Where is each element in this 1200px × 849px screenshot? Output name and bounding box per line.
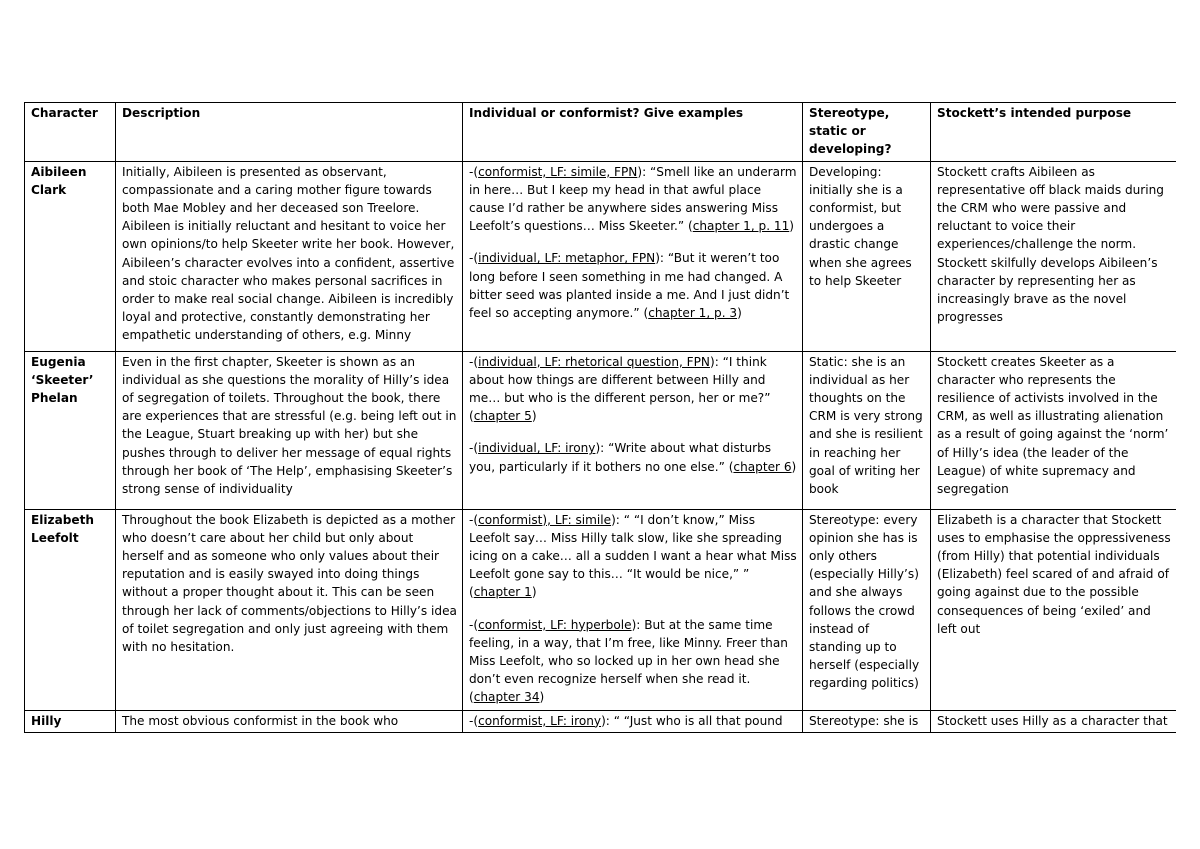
stereotype-cell: Developing: initially she is a conformist, but undergoes a drastic change when she agrees to help Skeeter [803,161,931,351]
purpose-cell: Stockett uses Hilly as a character that [931,710,1177,732]
purpose-cell: Stockett crafts Aibileen as representative off black maids during the CRM who were passive and reluctant to voice their experiences/challenge the norm. Stockett skilfully develops Aibileen’s character by representing her as increasingly brave as the novel progresses [931,161,1177,351]
example-technique: individual, LF: irony [478,441,596,456]
character-name: Elizabeth Leefolt [25,509,116,710]
character-analysis-table [24,102,1176,733]
chapter-reference: chapter 1 [473,585,532,600]
table-header-row [25,103,1177,162]
example-technique: conformist, LF: irony [478,713,602,728]
chapter-reference: chapter 34 [473,690,540,705]
stereotype-cell: Stereotype: every opinion she has is only others (especially Hilly’s) and she always follows the crowd instead of standing up to herself (especially regarding politics) [803,509,931,710]
purpose-cell: Stockett creates Skeeter as a character who represents the resilience of activists involved in the CRM, as well as illustrating alienation as a result of going against the ‘norm’ of Hilly’s idea (the leader of the League) of white supremacy and segregation [931,351,1177,509]
example-technique: conformist), LF: simile [478,512,612,527]
example-quote: -(conformist, LF: simile, FPN): “Smell like an underarm in here… But I keep my head in that awful place cause I’d rather be anywhere sides answering Miss Leefolt’s questions… Miss Skeeter.” (chapter 1, p. 11) [469,164,797,234]
examples-cell [463,509,803,710]
chapter-reference: chapter 1, p. 3 [648,306,738,321]
example-technique: individual, LF: rhetorical question, FPN [478,354,710,369]
character-description: Throughout the book Elizabeth is depicted as a mother who doesn’t care about her child but only about herself and as someone who only values about their reputation and is easily swayed into doing things without a proper thought about it. This can be seen through her lack of comments/objections to Hilly’s idea of toilet segregation and only just agreeing with them with no hesitation. [116,509,463,710]
example-quote: -(conformist, LF: irony): “ “Just who is all that pound [469,713,783,728]
table-row [25,509,1177,710]
example-quote: -(individual, LF: metaphor, FPN): “But it weren’t too long before I seen something in me had changed. A bitter seed was planted inside a me. And I just didn’t feel so accepting anymore.” (chapter 1, p. 3) [469,251,790,321]
header-stereotype: Stereotype, static or developing? [803,103,931,162]
header-description: Description [116,103,463,162]
character-description: The most obvious conformist in the book who [116,710,463,732]
header-individual-or-conformist: Individual or conformist? Give examples [463,103,803,162]
character-name: Aibileen Clark [25,161,116,351]
character-name: Eugenia ‘Skeeter’ Phelan [25,351,116,509]
header-character: Character [25,103,116,162]
character-name: Hilly [25,710,116,732]
examples-cell [463,161,803,351]
purpose-cell: Elizabeth is a character that Stockett uses to emphasise the oppressiveness (from Hilly) that potential individuals (Elizabeth) feel scared of and afraid of going against due to the possible consequences of being ‘exiled’ and left out [931,509,1177,710]
character-description: Even in the first chapter, Skeeter is shown as an individual as she questions the morality of Hilly’s idea of segregation of toilets. Throughout the book, there are experiences that are stressful (e.g. being left out in the League, Stuart breaking up with her) but she pushes through to deliver her message of equal rights through her book of ‘The Help’, emphasising Skeeter’s strong sense of individuality [116,351,463,509]
example-technique: conformist, LF: simile, FPN [478,164,638,179]
header-intended-purpose: Stockett’s intended purpose [931,103,1177,162]
example-quote: -(individual, LF: irony): “Write about what disturbs you, particularly if it bothers no one else.” (chapter 6) [469,441,797,474]
character-description: Initially, Aibileen is presented as observant, compassionate and a caring mother figure towards both Mae Mobley and her deceased son Treelore. Aibileen is initially reluctant and hesitant to voice her own opinions/to help Skeeter write her book. However, Aibileen’s character evolves into a confident, assertive and stoic character who makes personal sacrifices in order to make real social change. Aibileen is incredibly loyal and protective, constantly demonstrating her empathetic understanding of others, e.g. Minny [116,161,463,351]
chapter-reference: chapter 5 [473,409,532,424]
table-row [25,710,1177,732]
document-page [24,102,1176,738]
table-row [25,161,1177,351]
examples-cell [463,710,803,732]
examples-cell [463,351,803,509]
chapter-reference: chapter 1, p. 11 [692,219,790,234]
example-quote: -(conformist, LF: hyperbole): But at the same time feeling, in a way, that I’m free, like Minny. Freer than Miss Leefolt, who so locked up in her own head she don’t even recognize herself when she read it. (chapter 34) [469,617,788,705]
stereotype-cell: Stereotype: she is [803,710,931,732]
table-row [25,351,1177,509]
example-quote: -(individual, LF: rhetorical question, FPN): “I think about how things are different between Hilly and me… but who is the different person, her or me?” (chapter 5) [469,354,771,424]
example-quote: -(conformist), LF: simile): “ “I don’t know,” Miss Leefolt say… Miss Hilly talk slow, like she spreading icing on a cake… all a sudden I want a hear what Miss Leefolt gone say to this… “It would be nice,” ” (chapter 1) [469,512,797,600]
example-technique: individual, LF: metaphor, FPN [478,251,656,266]
example-technique: conformist, LF: hyperbole [478,617,632,632]
stereotype-cell: Static: she is an individual as her thoughts on the CRM is very strong and she is resilient in reaching her goal of writing her book [803,351,931,509]
chapter-reference: chapter 6 [733,459,792,474]
